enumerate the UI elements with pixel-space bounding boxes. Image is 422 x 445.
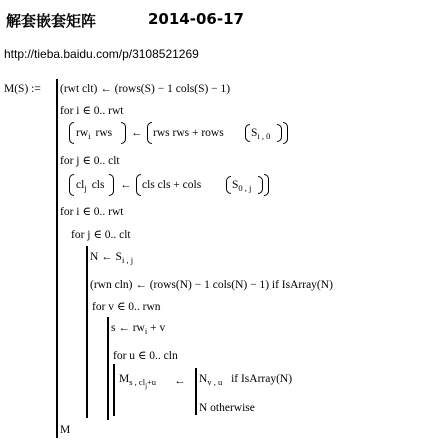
program-line-9: (rwn cln) ← (rows(N) − 1 cols(N) − 1) if IsArray(N) bbox=[90, 279, 333, 291]
source-url: http://tieba.baidu.com/p/3108521269 bbox=[4, 47, 199, 61]
program-line-6: for i ∈ 0.. rwt bbox=[60, 206, 124, 218]
paren bbox=[245, 124, 250, 142]
program-line-11: s ← $rw_i + v$ bbox=[111, 322, 166, 336]
vector-bracket bbox=[283, 122, 288, 144]
paren bbox=[258, 176, 263, 194]
vector-bracket bbox=[264, 174, 269, 196]
program-line-5-lhs: $cl_j$ cls bbox=[76, 179, 105, 193]
program-line-2: for i ∈ 0.. rwt bbox=[60, 105, 124, 117]
page-title: 解套嵌套矩阵 bbox=[6, 12, 97, 30]
arrow: ← bbox=[131, 127, 143, 139]
program-line-12: for u ∈ 0.. cln bbox=[113, 350, 178, 362]
vector-bracket bbox=[69, 174, 74, 196]
program-line-3-arg: $S_{i , 0}$ bbox=[251, 127, 271, 141]
paren bbox=[277, 124, 282, 142]
program-line-7: for j ∈ 0.. clt bbox=[71, 229, 131, 241]
vector-bracket bbox=[121, 122, 126, 144]
arrow: ← bbox=[120, 179, 132, 191]
program-bar-outer bbox=[56, 79, 58, 438]
assign-value: (rows(S) − 1 cols(S) − 1) bbox=[114, 83, 231, 95]
program-line-8: N ← $S_{i , j}$ bbox=[90, 251, 134, 265]
program-line-13-lhs: $M_{s , cl_j+u}$ bbox=[119, 373, 157, 390]
program-line-10: for v ∈ 0.. rwn bbox=[92, 301, 161, 313]
program-line-1 bbox=[60, 82, 230, 96]
assign-target: (rwt clt) ← bbox=[60, 83, 112, 95]
vector-bracket bbox=[136, 174, 141, 196]
program-bar-loop-j bbox=[86, 246, 88, 418]
program-bar-conditional bbox=[195, 368, 197, 415]
vector-bracket bbox=[109, 174, 114, 196]
program-lhs: M(S) := bbox=[4, 83, 41, 95]
program-return: M bbox=[60, 424, 71, 436]
program-line-3-rhs: rws rws + rows bbox=[153, 127, 224, 139]
vector-bracket bbox=[69, 122, 74, 144]
arrow: ← bbox=[174, 375, 186, 387]
program-line-14: N otherwise bbox=[199, 402, 255, 414]
program-line-4: for j ∈ 0.. clt bbox=[60, 155, 120, 167]
program-line-5-arg: $S_{0 , j}$ bbox=[232, 179, 252, 193]
program-line-5-rhs: cls cls + cols bbox=[142, 179, 202, 191]
program-line-13-rhs: $N_{v , u}$ if IsArray(N) bbox=[199, 373, 293, 387]
page-date: 2014-06-17 bbox=[148, 10, 244, 28]
vector-bracket bbox=[147, 122, 152, 144]
program-bar-loop-v bbox=[107, 317, 109, 420]
paren bbox=[226, 176, 231, 194]
program-line-3-lhs: $rw_i$ rws bbox=[76, 127, 113, 141]
program-bar-loop-u bbox=[113, 364, 115, 416]
